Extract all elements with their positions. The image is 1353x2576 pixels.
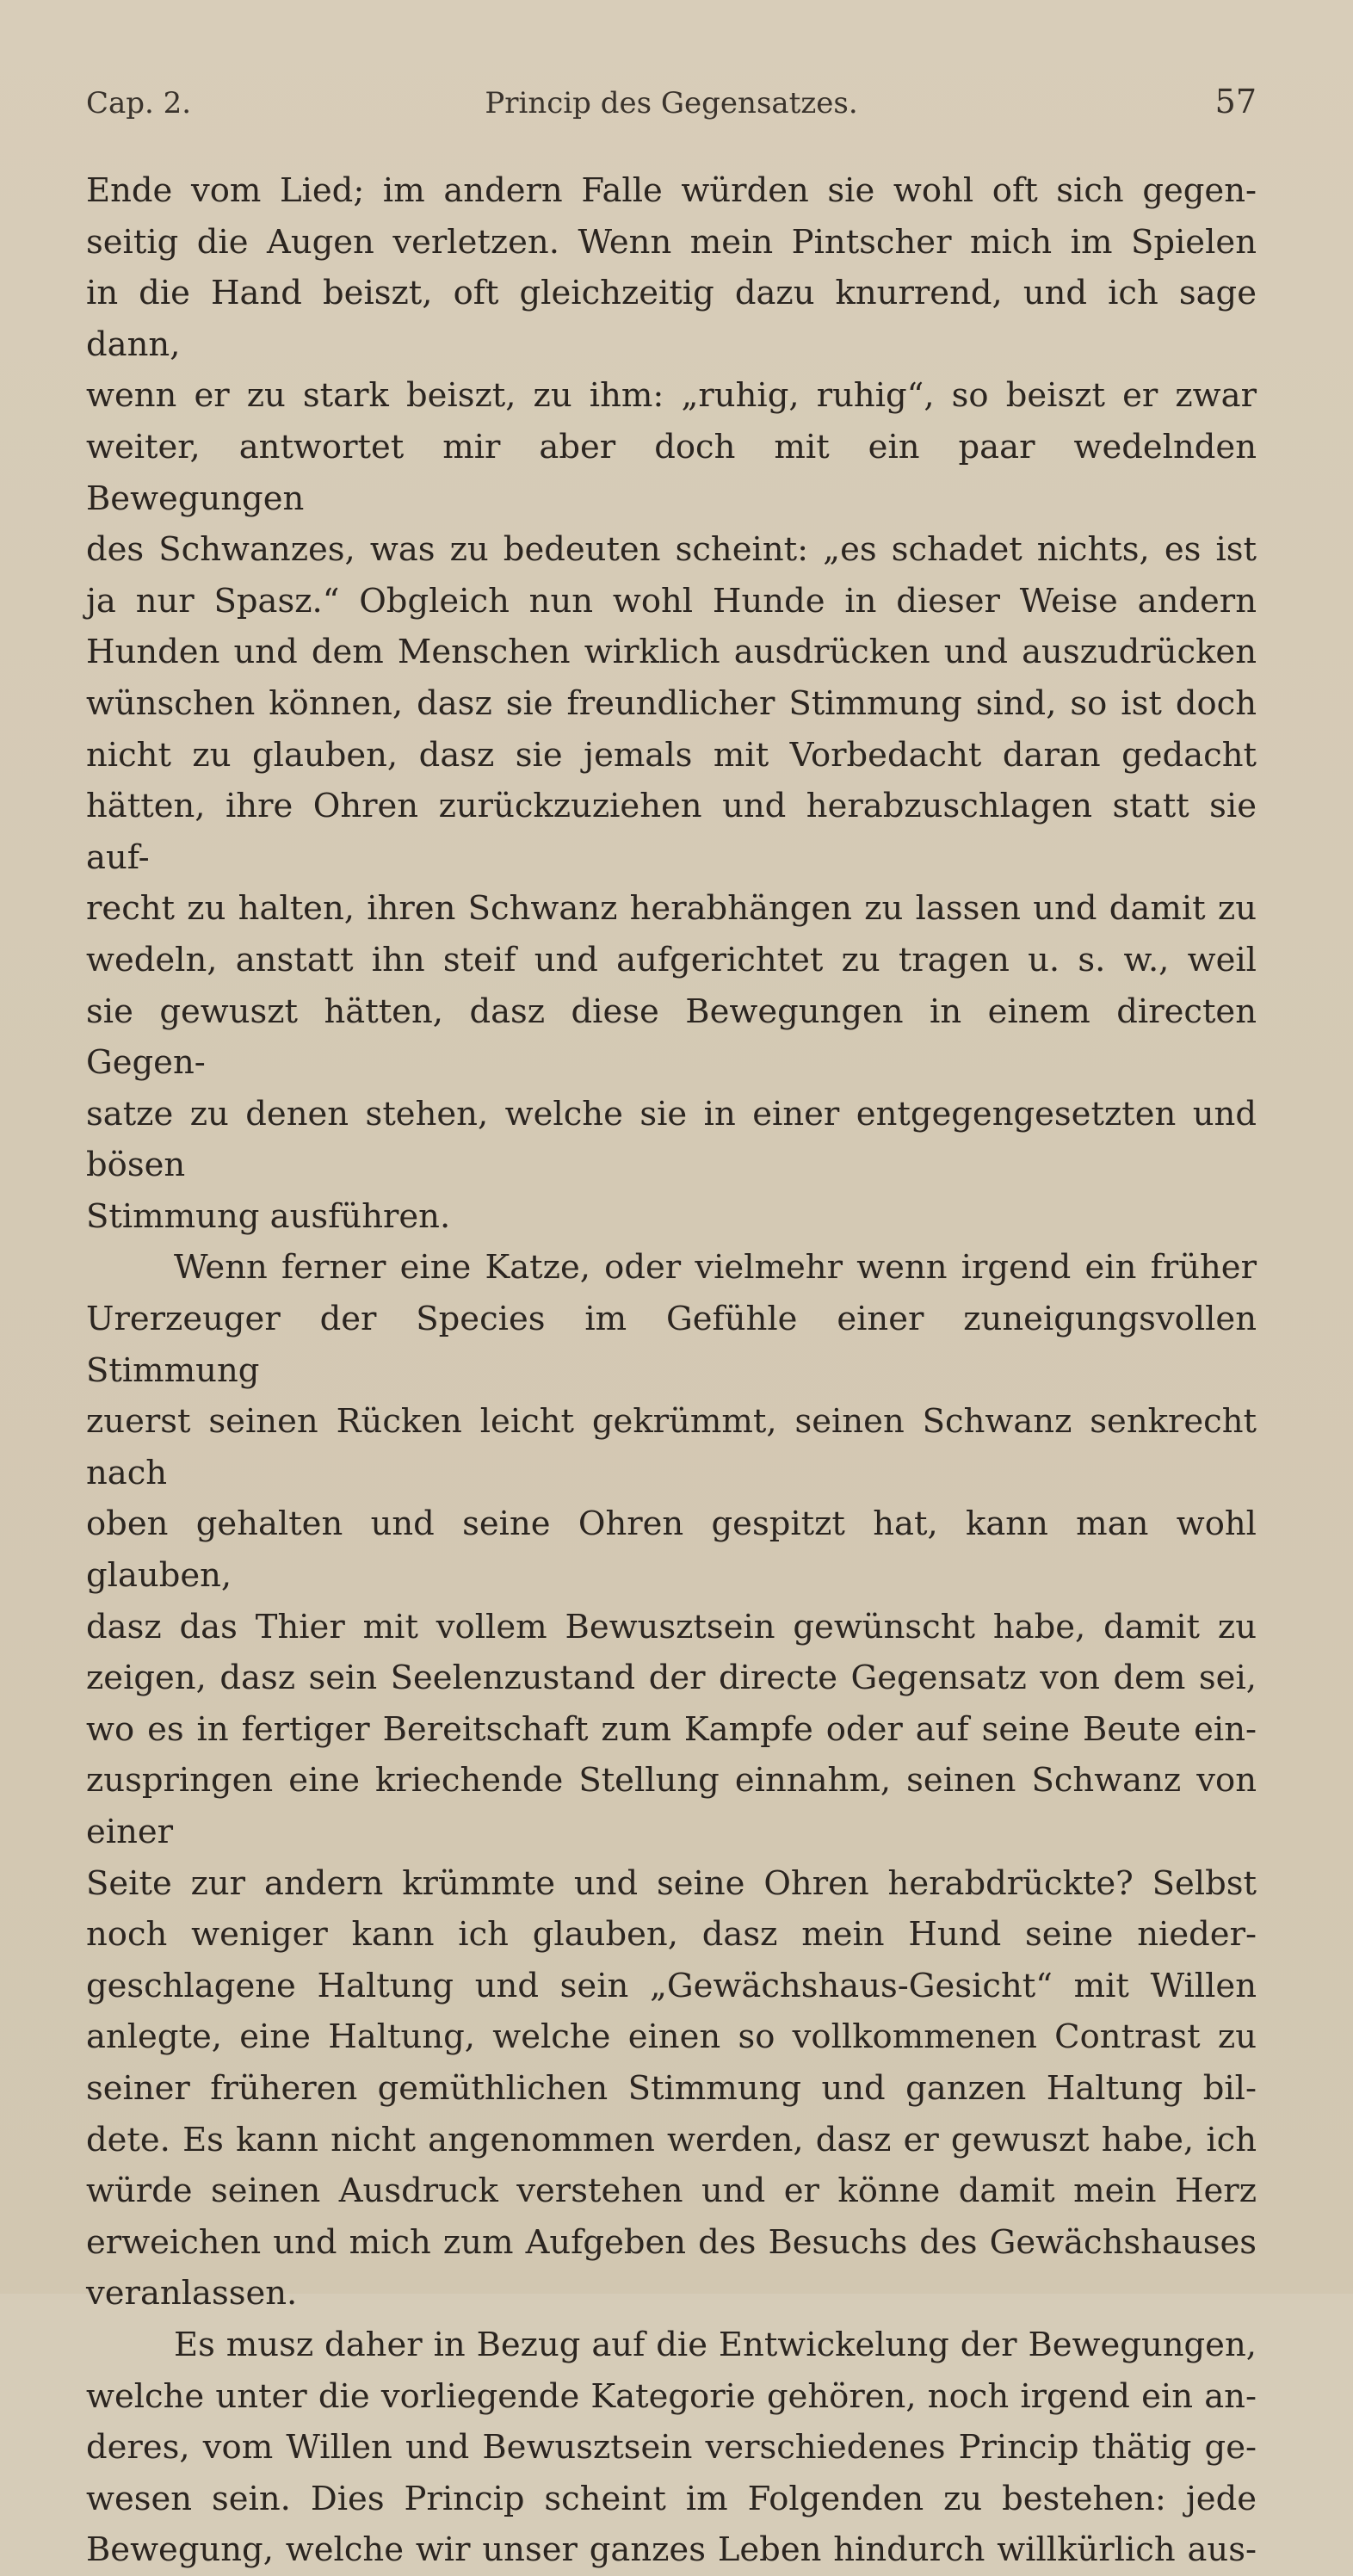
text-line: hätten, ihre Ohren zurückzuziehen und herabzuschlagen statt sie auf-: [86, 787, 1257, 877]
text-line: in die Hand beiszt, oft gleichzeitig dazu knurrend, und ich sage dann,: [86, 274, 1257, 364]
text-line: Urerzeuger der Species im Gefühle einer zuneigungsvollen Stimmung: [86, 1300, 1257, 1390]
text-line: seitig die Augen verletzen. Wenn mein Pintscher mich im Spielen: [86, 222, 1257, 262]
text-line: Hunden und dem Menschen wirklich ausdrücken und auszudrücken: [86, 633, 1257, 672]
text-line: Seite zur andern krümmte und seine Ohren herabdrückte? Selbst: [86, 1863, 1257, 1903]
text-line: weiter, antwortet mir aber doch mit ein paar wedelnden Bewegungen: [86, 427, 1257, 518]
text-line: dete. Es kann nicht angenommen werden, dasz er gewuszt habe, ich: [86, 2120, 1257, 2159]
text-line: zuerst seinen Rücken leicht gekrümmt, seinen Schwanz senkrecht nach: [86, 1402, 1257, 1492]
running-title: Princip des Gegensatzes.: [485, 86, 858, 120]
text-line: satze zu denen stehen, welche sie in einer entgegengesetzten und bösen: [86, 1094, 1257, 1185]
text-line: zuspringen eine kriechende Stellung einnahm, seinen Schwanz von einer: [86, 1761, 1257, 1851]
text-line: dasz das Thier mit vollem Bewusztsein gewünscht habe, damit zu: [86, 1607, 1257, 1646]
text-line: würde seinen Ausdruck verstehen und er könne damit mein Herz: [86, 2171, 1257, 2211]
text-line: wedeln, anstatt ihn steif und aufgerichtet zu tragen u. s. w., weil: [86, 940, 1257, 979]
text-line: geschlagene Haltung und sein „Gewächshaus-Gesicht“ mit Willen: [86, 1966, 1257, 2005]
text-line: ja nur Spasz.“ Obgleich nun wohl Hunde in dieser Weise andern: [86, 581, 1257, 621]
text-line: nicht zu glauben, dasz sie jemals mit Vorbedacht daran gedacht: [86, 735, 1257, 775]
text-line: deres, vom Willen und Bewusztsein verschiedenes Princip thätig ge-: [86, 2428, 1257, 2468]
text-line: seiner früheren gemüthlichen Stimmung und ganzen Haltung bil-: [86, 2068, 1257, 2108]
text-line: oben gehalten und seine Ohren gespitzt hat, kann man wohl glauben,: [86, 1504, 1257, 1596]
running-header: [86, 83, 1257, 138]
text-line: zeigen, dasz sein Seelenzustand der directe Gegensatz von dem sei,: [86, 1659, 1257, 1698]
text-line: Es musz daher in Bezug auf die Entwickelung der Bewegungen,: [174, 2325, 1257, 2364]
text-line: noch weniger kann ich glauben, dasz mein Hund seine nieder-: [86, 1915, 1257, 1955]
text-line: des Schwanzes, was zu bedeuten scheint: „es schadet nichts, es ist: [86, 530, 1257, 570]
text-line: welche unter die vorliegende Kategorie gehören, noch irgend ein an-: [86, 2376, 1257, 2416]
text-line: Wenn ferner eine Katze, oder vielmehr wenn irgend ein früher: [174, 1248, 1257, 1288]
page-number: 57: [1214, 83, 1257, 120]
text-line: erweichen und mich zum Aufgeben des Besuchs des Gewächshauses: [86, 2222, 1257, 2262]
text-line: wo es in fertiger Bereitschaft zum Kampfe oder auf seine Beute ein-: [86, 1709, 1257, 1749]
text-line: wenn er zu stark beiszt, zu ihm: „ruhig, ruhig“, so beiszt er zwar: [86, 376, 1257, 416]
text-line: anlegte, eine Haltung, welche einen so vollkommenen Contrast zu: [86, 2017, 1257, 2057]
text-line: wesen sein. Dies Princip scheint im Folgenden zu bestehen: jede: [86, 2479, 1257, 2518]
text-line: sie gewuszt hätten, dasz diese Bewegungen in einem directen Gegen-: [86, 991, 1257, 1083]
text-line: Ende vom Lied; im andern Falle würden sie wohl oft sich gegen-: [86, 171, 1257, 210]
chapter-label: Cap. 2.: [86, 86, 192, 120]
text-line: Stimmung ausführen.: [86, 1196, 451, 1236]
text-line: recht zu halten, ihren Schwanz herabhängen zu lassen und damit zu: [86, 889, 1257, 929]
text-line: wünschen können, dasz sie freundlicher Stimmung sind, so ist doch: [86, 683, 1257, 723]
page-body: [86, 165, 1257, 2576]
text-line: veranlassen.: [86, 2274, 298, 2313]
text-line: Bewegung, welche wir unser ganzes Leben hindurch willkürlich aus-: [86, 2530, 1257, 2570]
